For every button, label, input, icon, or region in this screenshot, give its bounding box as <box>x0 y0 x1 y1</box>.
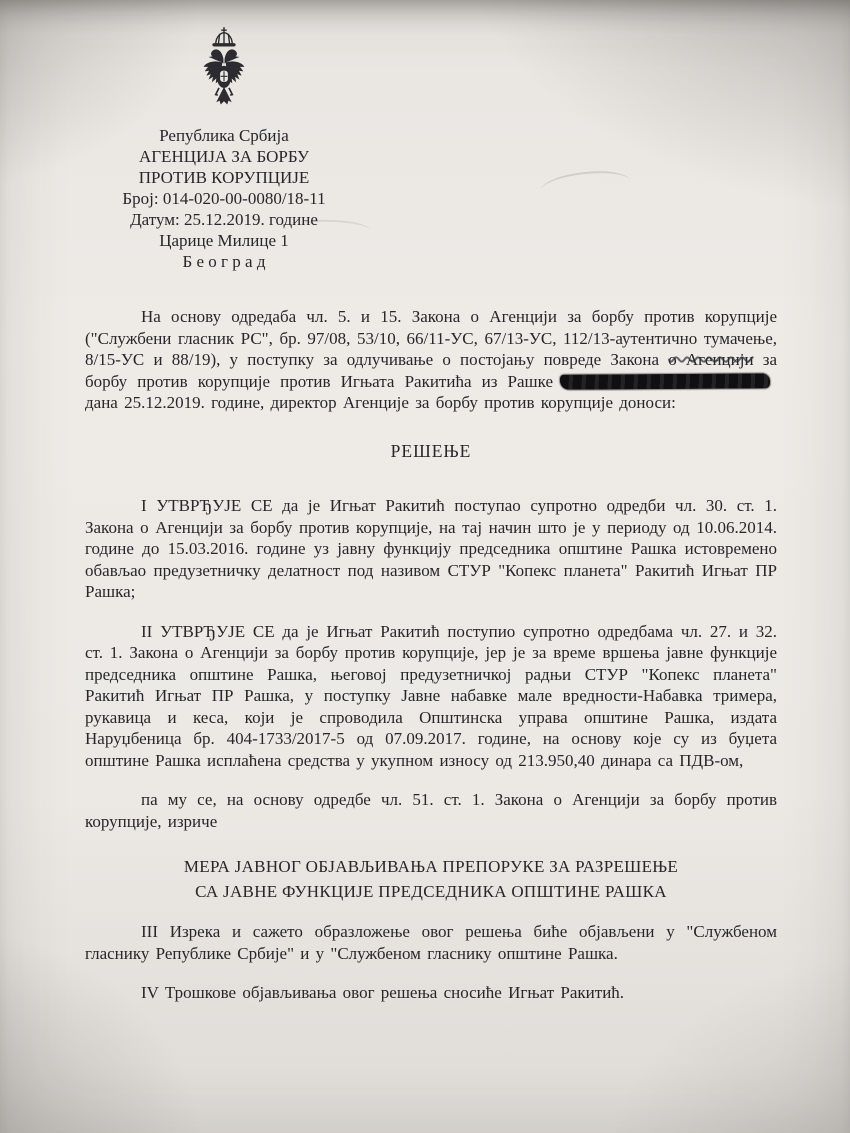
serbia-coat-of-arms-icon <box>85 26 363 120</box>
intro-part2: за борбу против корупције против Игњата Ракитића из Рашке <box>85 350 778 391</box>
pen-scribble-text: о Агенцији <box>668 350 754 369</box>
letterhead-city: Б е о г р а д <box>182 252 266 271</box>
decision-item-1: I УТВРЂУЈЕ СЕ да је Игњат Ракитић поступао супротно одредби чл. 30. ст. 1. Закона о Агенцији за борбу против корупције, на тај начин што је у периоду од 10.06.2014. године до 15.03.2016. године уз јавну функцију председника општине Рашка истовремено обављао предузетничку делатност под називом СТУР "Копекс планета" Ракитић Игњат ПР Рашка; <box>85 496 777 601</box>
document-body <box>85 0 777 1017</box>
letterhead-country: Република Србија <box>159 126 289 145</box>
letterhead-case-number: Број: 014-020-00-0080/18-11 <box>122 189 326 208</box>
letterhead-agency-line1: АГЕНЦИЈА ЗА БОРБУ <box>138 147 310 166</box>
letterhead-date: Датум: 25.12.2019. године <box>130 210 318 229</box>
letterhead-agency-line2: ПРОТИВ КОРУПЦИЈЕ <box>138 168 310 187</box>
letterhead <box>85 26 363 272</box>
linking-clause: па му се, на основу одредбе чл. 51. ст. 1. Закона о Агенцији за борбу против корупције, изриче <box>85 790 777 831</box>
decision-item-2: II УТВРЂУЈЕ СЕ да је Игњат Ракитић поступио супротно одредбама чл. 27. и 32. ст. 1. Закона о Агенцији за борбу против корупције, јер је за време вршења јавне функције председника општине Рашка, његовој предузетничкој радњи СТУР "Копекс планета" Ракитић Игњат ПР Рашка, у поступку Јавне набавке мале вредности-Набавка тримера, рукавица и кеса, који је спроводила Општинска управа општине Рашка, издата Наруџбеница бр. 404-1733/2017-5 од 07.09.2017. године, на основу које су из буџета општине Рашка исплаћена средства у укупном износу од 213.950,40 динара са ПДВ-ом, <box>85 621 777 770</box>
redaction-mark <box>560 373 770 389</box>
measure-heading <box>85 854 777 904</box>
measure-line-2: СА ЈАВНЕ ФУНКЦИЈЕ ПРЕДСЕДНИКА ОПШТИНЕ РАШКА <box>195 882 667 901</box>
document-title: РЕШЕЊЕ <box>390 440 472 461</box>
measure-line-1: МЕРА ЈАВНОГ ОБЈАВЉИВАЊА ПРЕПОРУКЕ ЗА РАЗРЕШЕЊЕ <box>183 857 679 876</box>
decision-item-3: III Изрека и сажето образложење овог решења биће објављени у "Службеном гласнику Републике Србије" и у "Службеном гласнику општине Рашка. <box>85 922 777 963</box>
intro-part3: дана 25.12.2019. године, директор Агенције за борбу против корупције доноси: <box>85 393 676 412</box>
letterhead-street: Царице Милице 1 <box>159 231 289 250</box>
decision-item-4: IV Трошкове објављивања овог решења сносиће Игњат Ракитић. <box>141 983 625 1002</box>
intro-paragraph <box>85 306 777 414</box>
intro-part1: На основу одредаба чл. 5. и 15. Закона о Агенцији за борбу против корупције ("Службени гласник РС", бр. 97/08, 53/10, 66/11-УС, 67/13-УС, 112/13-аутентично тумачење, 8/15-УС и 88/19), у поступку за одлучивање о постојању повреде Закона <box>85 307 777 369</box>
